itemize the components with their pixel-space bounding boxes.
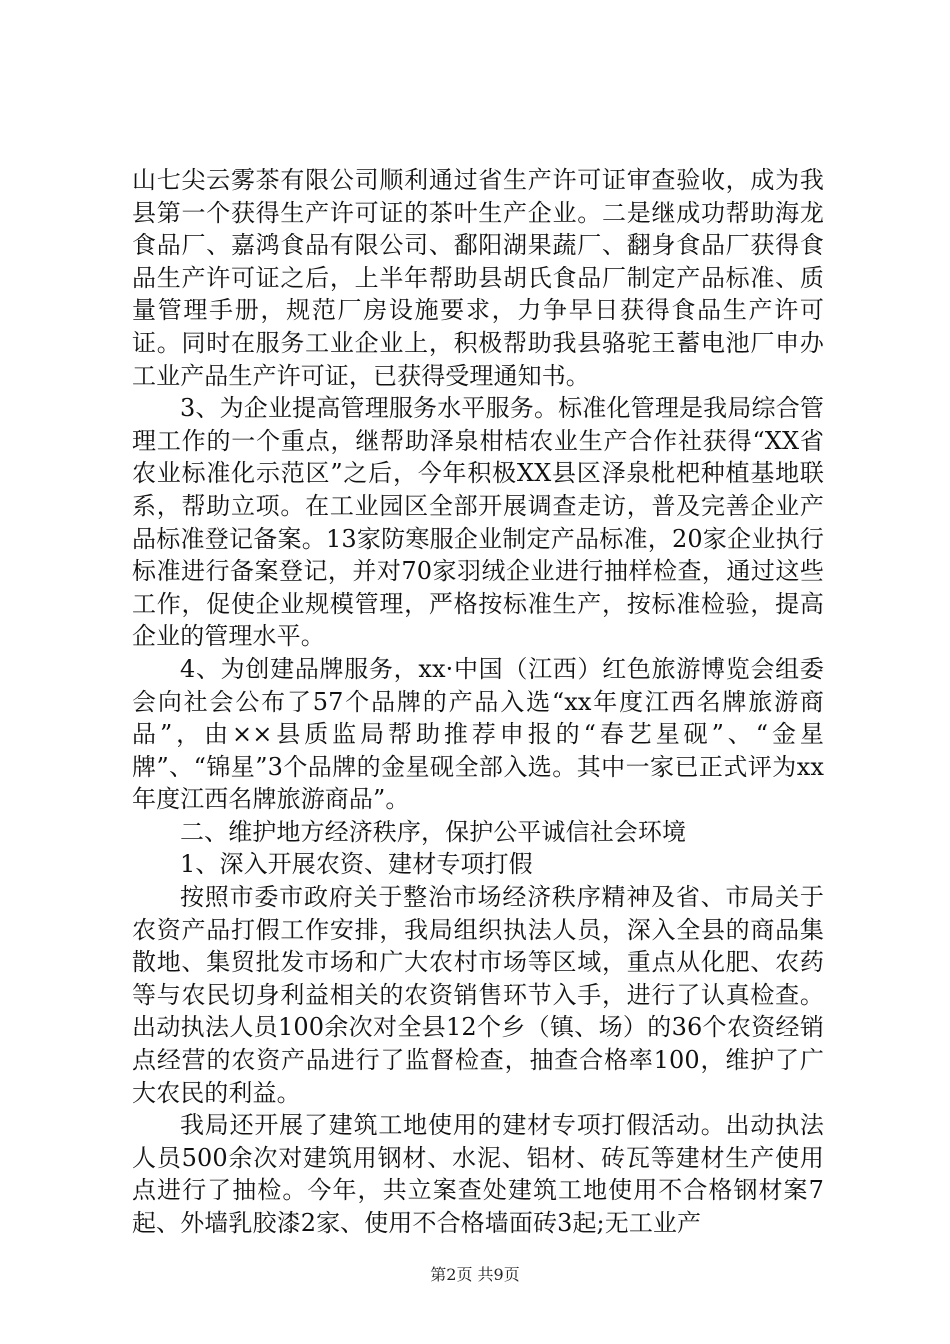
paragraph-3: 4、为创建品牌服务，xx·中国（江西）红色旅游博览会组委会向社会公布了57个品牌的产品入选“xx年度江西名牌旅游商品”，由××县质监局帮助推荐申报的“春艺星砚”、“金星牌”、“锦星”3个品牌的金星砚全部入选。其中一家已正式评为xx年度江西名牌旅游商品”。 <box>132 654 824 814</box>
document-body <box>132 164 824 1240</box>
subsection-heading: 1、深入开展农资、建材专项打假 <box>180 850 533 879</box>
paragraph-2: 3、为企业提高管理服务水平服务。标准化管理是我局综合管理工作的一个重点，继帮助泽泉柑桔农业生产合作社获得“XX省农业标准化示范区”之后，今年积极XX县区泽泉枇杷种植基地联系，帮助立项。在工业园区全部开展调查走访，普及完善企业产品标准登记备案。13家防寒服企业制定产品标准，20家企业执行标准进行备案登记，并对70家羽绒企业进行抽样检查，通过这些工作，促使企业规模管理，严格按标准生产，按标准检验，提高企业的管理水平。 <box>132 394 824 651</box>
paragraph-4: 按照市委市政府关于整治市场经济秩序精神及省、市局关于农资产品打假工作安排，我局组织执法人员，深入全县的商品集散地、集贸批发市场和广大农村市场等区域，重点从化肥、农药等与农民切身利益相关的农资销售环节入手，进行了认真检查。出动执法人员100余次对全县12个乡（镇、场）的36个农资经销点经营的农资产品进行了监督检查，抽查合格率100，维护了广大农民的利益。 <box>132 883 824 1107</box>
paragraph-1: 山七尖云雾茶有限公司顺利通过省生产许可证审查验收，成为我县第一个获得生产许可证的茶叶生产企业。二是继成功帮助海龙食品厂、嘉鸿食品有限公司、鄱阳湖果蔬厂、翻身食品厂获得食品生产许可证之后，上半年帮助县胡氏食品厂制定产品标准、质量管理手册，规范厂房设施要求，力争早日获得食品生产许可证。同时在服务工业企业上，积极帮助我县骆驼王蓄电池厂申办工业产品生产许可证，已获得受理通知书。 <box>132 166 824 390</box>
section-heading: 二、维护地方经济秩序，保护公平诚信社会环境 <box>180 817 687 846</box>
paragraph-5: 我局还开展了建筑工地使用的建材专项打假活动。出动执法人员500余次对建筑用钢材、水泥、铝材、砖瓦等建材生产使用点进行了抽检。今年，共立案查处建筑工地使用不合格钢材案7起、外墙乳胶漆2家、使用不合格墙面砖3起;无工业产 <box>132 1111 824 1237</box>
page-footer: 第2页 共9页 <box>430 1265 520 1284</box>
